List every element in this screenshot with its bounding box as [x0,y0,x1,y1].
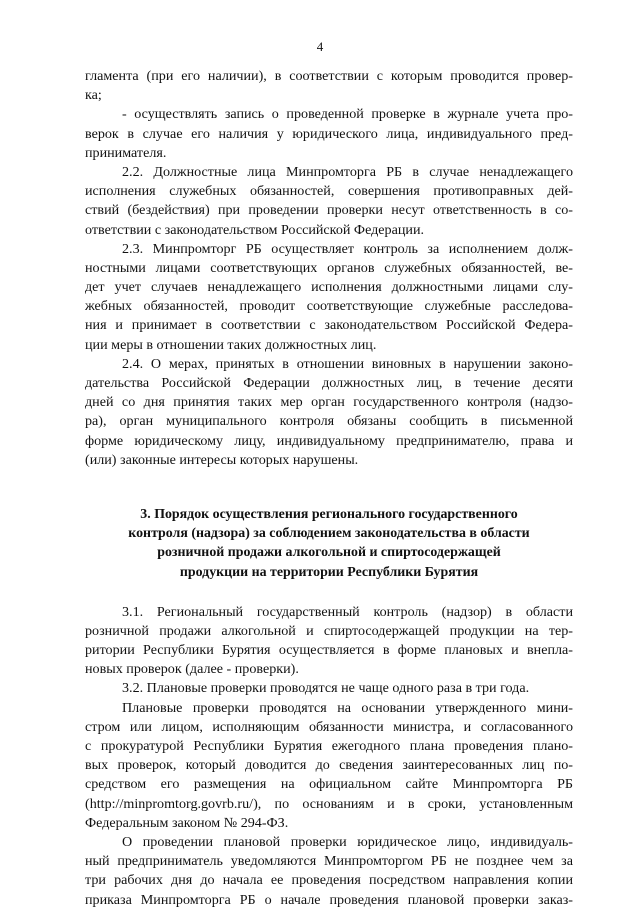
text-line: 3.2. Плановые проверки проводятся не чаще одного раза в три года. [122,680,530,697]
paragraph-2-4 [85,355,573,470]
text-line: ответствии с законодательством Российской Федерации. [85,221,425,238]
text-line: (или) законные интересы которых нарушены. [85,451,359,468]
text-line: ствий (бездействия) при проведении проверки несут ответственность в со- [85,202,573,219]
text-line: ния и принимает в соответствии с законодательством Российской Федера- [85,317,573,334]
text-line: 3.1. Региональный государственный контроль (надзор) в области [122,603,573,620]
text-line: стром или лицом, исполняющим обязанности министра, и согласованного [85,718,573,735]
section-3-heading [85,505,573,582]
text-line: Плановые проверки проводятся на основании утвержденного мини- [122,699,573,716]
text-line: дательства Российской Федерации должностных лиц, в течение десяти [85,375,573,391]
text-line: 2.3. Минпромторг РБ осуществляет контроль за исполнением долж- [122,240,573,257]
text-line: - осуществлять запись о проведенной проверке в журнале учета про- [122,106,573,123]
text-line: Федеральным законом № 294-ФЗ. [85,814,289,831]
text-line: вых проверок, который доводится до сведения заинтересованных лиц по- [85,757,573,774]
text-line: жебных обязанностей, проводит соответствующие служебные расследова- [85,298,573,315]
text-line: средством его размещения на официальном сайте Минпромторга РБ [85,776,573,793]
text-line: О проведении плановой проверки юридическое лицо, индивидуаль- [122,833,573,850]
text-line: три рабочих дня до начала ее проведения посредством направления копии [85,872,573,889]
document-body [85,67,573,910]
text-line: ка; [85,87,102,104]
text-line: ный предприниматель уведомляются Минпромторгом РБ не позднее чем за [85,853,573,870]
text-line: исполнения служебных обязанностей, совершения противоправных дей- [85,183,573,200]
text-line: (http://minpromtorg.govrb.ru/), по основаниям и в сроки, установленным [85,795,573,812]
text-line: ностными лицами соответствующих органов служебных обязанностей, ве- [85,259,573,276]
text-line: приказа Минпромторга РБ о начале проведения плановой проверки заказ- [85,891,573,908]
text-line: с прокуратурой Республики Бурятия ежегодного плана проведения плано- [85,738,573,754]
heading-line: 3. Порядок осуществления регионального государственного [140,506,518,522]
page-number: 4 [316,39,324,54]
paragraph-continuation [85,67,573,105]
paragraph-planned-inspections [85,699,573,833]
text-line: дней со дня принятия таких мер орган государственного контроля (надзо- [85,394,573,411]
heading-line: розничной продажи алкогольной и спиртосодержащей [157,545,501,561]
text-line: 2.4. О мерах, принятых в отношении виновных в нарушении законо- [122,355,573,372]
paragraph-3-2 [85,679,573,698]
heading-line: продукции на территории Республики Бурятия [179,564,479,580]
paragraph-3-1 [85,603,573,680]
text-line: принимателя. [85,144,167,161]
text-line: ритории Республики Бурятия осуществляется в форме плановых и внепла- [85,642,573,659]
text-line: верок в случае его наличия у юридического лица, индивидуального пред- [85,125,573,142]
text-line: розничной продажи алкогольной и спиртосодержащей продукции на тер- [85,622,573,639]
text-line: ции меры в отношении таких должностных лиц. [85,336,377,353]
text-line: новых проверок (далее - проверки). [85,661,299,678]
heading-line: контроля (надзора) за соблюдением законодательства в области [128,526,530,542]
text-line: дет учет случаев ненадлежащего исполнения должностными лицами слу- [85,279,573,296]
text-line: ра), орган муниципального контроля обязаны сообщить в письменной [85,413,573,430]
paragraph-2-2 [85,163,573,240]
paragraph-notification [85,833,573,910]
paragraph-2-3 [85,240,573,355]
paragraph-journal [85,105,573,163]
text-line: форме юридическому лицу, индивидуальному предпринимателю, права и [85,432,573,449]
text-line: 2.2. Должностные лица Минпромторга РБ в случае ненадлежащего [122,163,573,180]
text-line: гламента (при его наличии), в соответствии с которым проводится провер- [85,68,573,84]
